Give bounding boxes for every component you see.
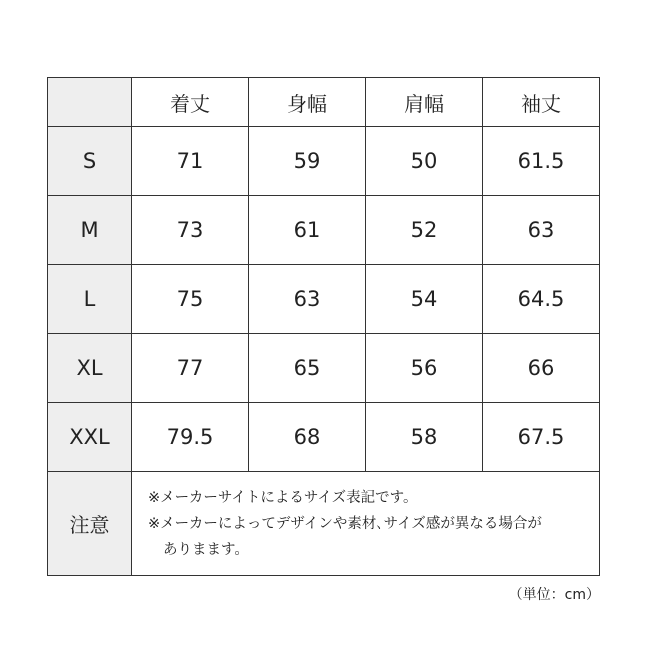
cell-length: 79.5 — [132, 403, 249, 472]
header-sleeve-length: 袖丈 — [483, 78, 600, 127]
header-corner-cell — [48, 78, 132, 127]
cell-sleeve-length: 61.5 — [483, 127, 600, 196]
size-label: XL — [48, 334, 132, 403]
size-label: L — [48, 265, 132, 334]
cell-body-width: 61 — [249, 196, 366, 265]
notes-row — [48, 472, 600, 576]
cell-sleeve-length: 63 — [483, 196, 600, 265]
cell-sleeve-length: 67.5 — [483, 403, 600, 472]
note-line: ありまます。 — [163, 541, 249, 558]
cell-length: 73 — [132, 196, 249, 265]
size-label: S — [48, 127, 132, 196]
notes-content — [132, 472, 600, 576]
table-row — [48, 265, 600, 334]
table-row — [48, 127, 600, 196]
cell-body-width: 65 — [249, 334, 366, 403]
unit-label: （単位：cm） — [508, 587, 600, 603]
cell-body-width: 68 — [249, 403, 366, 472]
header-length: 着丈 — [132, 78, 249, 127]
table-row — [48, 334, 600, 403]
cell-shoulder-width: 52 — [366, 196, 483, 265]
header-body-width: 身幅 — [249, 78, 366, 127]
header-shoulder-width: 肩幅 — [366, 78, 483, 127]
cell-shoulder-width: 56 — [366, 334, 483, 403]
size-label: M — [48, 196, 132, 265]
header-row — [48, 78, 600, 127]
size-table — [47, 77, 600, 576]
cell-length: 75 — [132, 265, 249, 334]
cell-shoulder-width: 50 — [366, 127, 483, 196]
note-line: ※メーカーサイトによるサイズ表記です。 — [148, 489, 418, 506]
size-label: XXL — [48, 403, 132, 472]
notes-label: 注意 — [48, 472, 132, 576]
cell-shoulder-width: 54 — [366, 265, 483, 334]
cell-shoulder-width: 58 — [366, 403, 483, 472]
cell-sleeve-length: 66 — [483, 334, 600, 403]
table-row — [48, 196, 600, 265]
table-row — [48, 403, 600, 472]
cell-length: 71 — [132, 127, 249, 196]
cell-body-width: 59 — [249, 127, 366, 196]
cell-length: 77 — [132, 334, 249, 403]
cell-sleeve-length: 64.5 — [483, 265, 600, 334]
cell-body-width: 63 — [249, 265, 366, 334]
note-line: ※メーカーによってデザインや素材､サイズ感が異なる場合が — [148, 515, 542, 532]
